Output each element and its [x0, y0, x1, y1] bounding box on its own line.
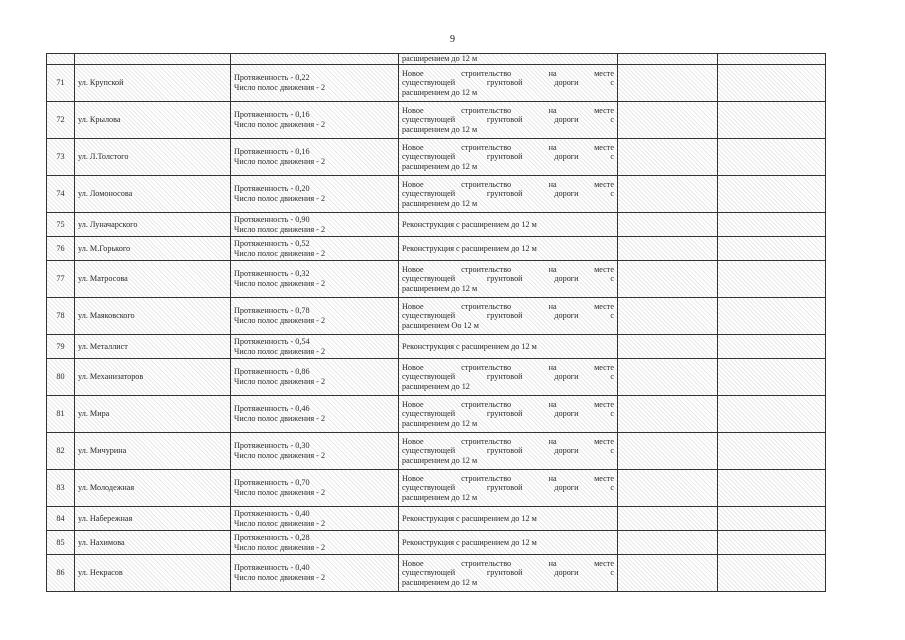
work-line-last: расширением Оо 12 м: [402, 320, 479, 330]
road-params: [231, 531, 399, 555]
work-line: Новое строительство на месте: [402, 473, 614, 483]
work-line: существующей грунтовой дороги с: [402, 115, 614, 125]
cell-empty-6: [718, 139, 826, 176]
work-description: [399, 298, 618, 335]
work-line-last: расширением до 12 м: [402, 87, 478, 97]
row-number: 76: [47, 237, 75, 261]
street-name: ул. Некрасов: [75, 555, 231, 592]
lane-count: Число полос движения - 2: [234, 346, 326, 356]
work-line-last: Реконструкция с расширением до 12 м: [402, 341, 537, 351]
work-line: существующей грунтовой дороги с: [402, 483, 614, 493]
work-description: [399, 102, 618, 139]
road-length: Протяженность - 0,20: [234, 184, 310, 194]
table-row: [47, 531, 826, 555]
work-description: [399, 507, 618, 531]
street-name: ул. Металлист: [75, 335, 231, 359]
work-description: [399, 531, 618, 555]
street-name: ул. Набережная: [75, 507, 231, 531]
cell-empty-6: [718, 359, 826, 396]
work-line: Новое строительство на месте: [402, 142, 614, 152]
street-name: ул. Мира: [75, 396, 231, 433]
street-name: ул. Нахимова: [75, 531, 231, 555]
street-name: ул. Механизаторов: [75, 359, 231, 396]
street-name: ул. Маяковского: [75, 298, 231, 335]
work-description: [399, 213, 618, 237]
road-length: Протяженность - 0,30: [234, 441, 310, 451]
work-description: [399, 359, 618, 396]
work-line: существующей грунтовой дороги с: [402, 274, 614, 284]
work-line: Новое строительство на месте: [402, 301, 614, 311]
roads-table: [46, 53, 826, 592]
road-params: [231, 298, 399, 335]
row-number: 81: [47, 396, 75, 433]
table-row: [47, 555, 826, 592]
work-line-last: расширением до 12 м: [402, 283, 478, 293]
road-params: [231, 139, 399, 176]
table-row: [47, 433, 826, 470]
work-line: существующей грунтовой дороги с: [402, 311, 614, 321]
work-description: [399, 237, 618, 261]
cell-empty-6: [718, 433, 826, 470]
table-row: [47, 359, 826, 396]
cell-empty-5: [618, 531, 718, 555]
lane-count: Число полос движения - 2: [234, 488, 326, 497]
cell-empty-6: [718, 507, 826, 531]
work-line-last: расширением до 12 м: [402, 577, 478, 587]
cell-empty-5: [618, 396, 718, 433]
row-number: 75: [47, 213, 75, 237]
road-length: Протяженность - 0,70: [234, 478, 310, 488]
work-description: [399, 396, 618, 433]
road-length: Протяженность - 0,86: [234, 367, 310, 377]
table-row: [47, 65, 826, 102]
lane-count: Число полос движения - 2: [234, 518, 326, 528]
street-name: ул. Матросова: [75, 261, 231, 298]
table-row: [47, 102, 826, 139]
work-line-last: расширением до 12: [402, 381, 470, 391]
work-line-last: расширением до 12 м: [402, 161, 478, 171]
road-params: [231, 102, 399, 139]
row-number: 83: [47, 470, 75, 507]
road-params: [231, 359, 399, 396]
cell-empty-5: [618, 335, 718, 359]
cell-params: [231, 54, 399, 65]
cell-empty-5: [618, 237, 718, 261]
lane-count: Число полос движения - 2: [234, 279, 326, 288]
work-description: [399, 433, 618, 470]
table-row: [47, 298, 826, 335]
road-params: [231, 396, 399, 433]
cell-empty-5: [618, 65, 718, 102]
row-number: 73: [47, 139, 75, 176]
street-name: ул. Крупской: [75, 65, 231, 102]
row-number: 86: [47, 555, 75, 592]
work-line: Новое строительство на месте: [402, 436, 614, 446]
cell-empty-5: [618, 555, 718, 592]
road-length: Протяженность - 0,40: [234, 508, 310, 518]
road-params: [231, 555, 399, 592]
lane-count: Число полос движения - 2: [234, 377, 326, 386]
row-number: 82: [47, 433, 75, 470]
road-length: Протяженность - 0,46: [234, 404, 310, 414]
road-params: [231, 65, 399, 102]
work-line: существующей грунтовой дороги с: [402, 372, 614, 382]
lane-count: Число полос движения - 2: [234, 157, 326, 166]
road-length: Протяженность - 0,52: [234, 238, 310, 248]
lane-count: Число полос движения - 2: [234, 316, 326, 325]
work-line-last: Реконструкция с расширением до 12 м: [402, 513, 537, 523]
cell-empty-6: [718, 102, 826, 139]
work-line: существующей грунтовой дороги с: [402, 446, 614, 456]
cell-num: [47, 54, 75, 65]
table-row: [47, 237, 826, 261]
cell-empty-6: [718, 470, 826, 507]
row-number: 85: [47, 531, 75, 555]
lane-count: Число полос движения - 2: [234, 194, 326, 203]
cell-empty-6: [718, 237, 826, 261]
work-line: Новое строительство на месте: [402, 264, 614, 274]
work-description: [399, 139, 618, 176]
page-number: 9: [450, 34, 455, 45]
road-length: Протяженность - 0,54: [234, 336, 310, 346]
road-params: [231, 213, 399, 237]
road-params: [231, 470, 399, 507]
work-line: Новое строительство на месте: [402, 558, 614, 568]
work-line-last: Реконструкция с расширением до 12 м: [402, 537, 537, 547]
work-line: существующей грунтовой дороги с: [402, 568, 614, 578]
table-row: [47, 176, 826, 213]
cell-empty-5: [618, 213, 718, 237]
street-name: ул. Мичурина: [75, 433, 231, 470]
row-number: 77: [47, 261, 75, 298]
work-description: [399, 65, 618, 102]
work-description: [399, 176, 618, 213]
road-length: Протяженность - 0,78: [234, 306, 310, 316]
roads-table-container: [46, 53, 825, 592]
cell-empty-5: [618, 433, 718, 470]
road-params: [231, 237, 399, 261]
street-name: ул. М.Горького: [75, 237, 231, 261]
cell-empty-6: [718, 396, 826, 433]
road-params: [231, 261, 399, 298]
road-length: Протяженность - 0,40: [234, 563, 310, 573]
work-line-last: расширением до 12 м: [402, 198, 478, 208]
work-description: [399, 555, 618, 592]
road-length: Протяженность - 0,16: [234, 147, 310, 157]
road-length: Протяженность - 0,22: [234, 73, 310, 83]
lane-count: Число полос движения - 2: [234, 542, 326, 552]
row-number: 74: [47, 176, 75, 213]
road-length: Протяженность - 0,16: [234, 110, 310, 120]
cell-empty-6: [718, 335, 826, 359]
lane-count: Число полос движения - 2: [234, 451, 326, 460]
table-row: [47, 139, 826, 176]
street-name: ул. Ломоносова: [75, 176, 231, 213]
work-description: [399, 261, 618, 298]
work-line-last: расширением до 12 м: [402, 418, 478, 428]
street-name: ул. Молодежная: [75, 470, 231, 507]
cell-empty-5: [618, 470, 718, 507]
street-name: ул. Л.Толстого: [75, 139, 231, 176]
road-length: Протяженность - 0,90: [234, 214, 310, 224]
table-row: [47, 335, 826, 359]
cell-empty-5: [618, 261, 718, 298]
work-line-last: Реконструкция с расширением до 12 м: [402, 219, 537, 229]
table-row: [47, 507, 826, 531]
cell-work: расширением до 12 м: [399, 54, 618, 65]
work-description: [399, 335, 618, 359]
cell-empty-5: [618, 176, 718, 213]
cell-empty-6: [718, 176, 826, 213]
road-params: [231, 433, 399, 470]
work-line: Новое строительство на месте: [402, 399, 614, 409]
street-name: ул. Крылова: [75, 102, 231, 139]
row-number: 78: [47, 298, 75, 335]
work-line: Новое строительство на месте: [402, 105, 614, 115]
row-number: 80: [47, 359, 75, 396]
row-number: 84: [47, 507, 75, 531]
road-params: [231, 176, 399, 213]
cell-empty-6: [718, 298, 826, 335]
table-row: [47, 470, 826, 507]
row-number: 79: [47, 335, 75, 359]
work-line: существующей грунтовой дороги с: [402, 189, 614, 199]
cell-empty-6: [718, 261, 826, 298]
lane-count: Число полос движения - 2: [234, 248, 326, 258]
work-line: существующей грунтовой дороги с: [402, 78, 614, 88]
cell-empty-6: [718, 213, 826, 237]
work-line-last: Реконструкция с расширением до 12 м: [402, 243, 537, 253]
lane-count: Число полос движения - 2: [234, 414, 326, 423]
work-line-last: расширением до 12 м: [402, 124, 478, 134]
work-line: Новое строительство на месте: [402, 68, 614, 78]
work-line-last: расширением до 12 м: [402, 492, 478, 502]
table-row: [47, 261, 826, 298]
lane-count: Число полос движения - 2: [234, 573, 326, 582]
cell-empty-5: [618, 54, 718, 65]
cell-empty-6: [718, 531, 826, 555]
row-number: 71: [47, 65, 75, 102]
work-line: Новое строительство на месте: [402, 362, 614, 372]
roads-table-body: [47, 54, 826, 592]
table-row: [47, 213, 826, 237]
cell-empty-6: [718, 54, 826, 65]
cell-street: [75, 54, 231, 65]
work-line: существующей грунтовой дороги с: [402, 409, 614, 419]
cell-empty-5: [618, 359, 718, 396]
lane-count: Число полос движения - 2: [234, 224, 326, 234]
lane-count: Число полос движения - 2: [234, 120, 326, 129]
work-line: существующей грунтовой дороги с: [402, 152, 614, 162]
cell-empty-6: [718, 65, 826, 102]
road-length: Протяженность - 0,32: [234, 269, 310, 279]
row-number: 72: [47, 102, 75, 139]
cell-empty-5: [618, 298, 718, 335]
work-line: Новое строительство на месте: [402, 179, 614, 189]
street-name: ул. Луначарского: [75, 213, 231, 237]
table-row-continued: [47, 54, 826, 65]
road-params: [231, 507, 399, 531]
cell-empty-5: [618, 102, 718, 139]
road-params: [231, 335, 399, 359]
cell-empty-5: [618, 139, 718, 176]
lane-count: Число полос движения - 2: [234, 83, 326, 92]
work-line-last: расширением до 12 м: [402, 455, 478, 465]
work-description: [399, 470, 618, 507]
table-row: [47, 396, 826, 433]
cell-empty-5: [618, 507, 718, 531]
cell-empty-6: [718, 555, 826, 592]
road-length: Протяженность - 0,28: [234, 532, 310, 542]
